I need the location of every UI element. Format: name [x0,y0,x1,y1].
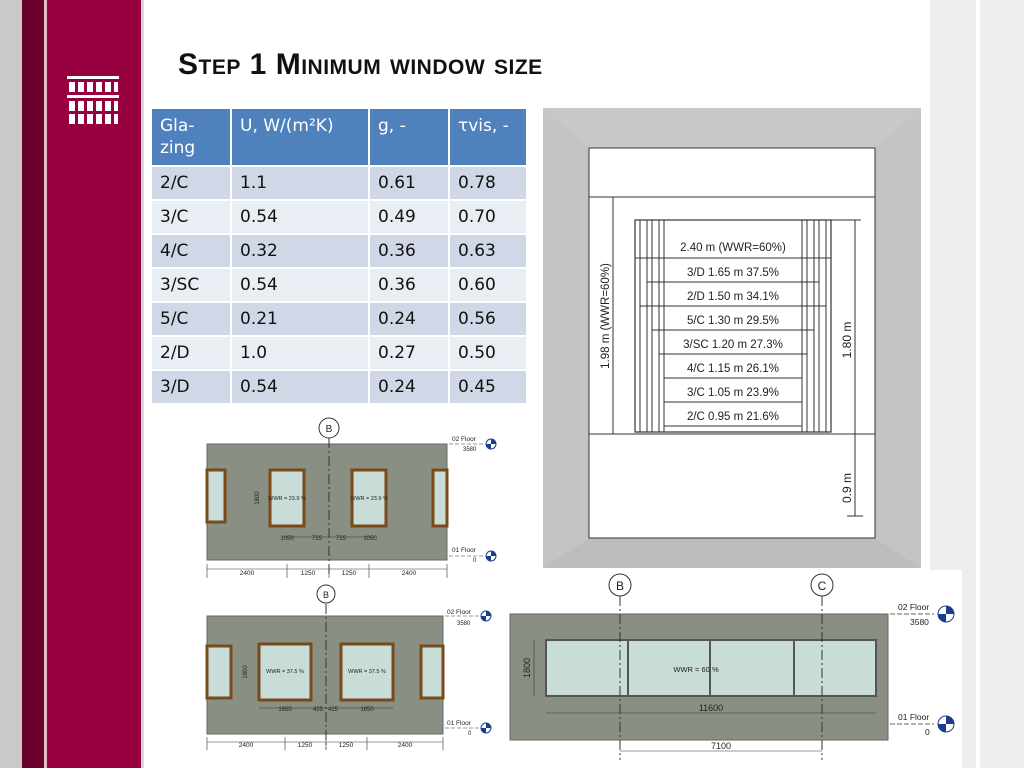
cell: 0.63 [449,234,527,268]
header-tvis: τvis, - [449,108,527,166]
height-dim: 1800 [243,665,249,679]
sill-height-label: 0.9 m [840,472,854,504]
window-size-label: 3/C 1.05 m 23.9% [686,387,780,399]
cell: 0.54 [231,370,369,404]
level-value: 0 [925,727,930,737]
cell: 3/D [151,370,231,404]
cell: 0.50 [449,336,527,370]
cell: 0.45 [449,370,527,404]
cell: 0.54 [231,268,369,302]
wwr-label: WWR = 23.9 % [268,496,306,502]
dimension: 1250 [338,742,354,749]
left-stripe-edge [141,0,144,768]
window-size-label: 2/D 1.50 m 34.1% [686,291,780,303]
dimension: 1050 [363,536,377,542]
header-u-value: U, W/(m²K) [231,108,369,166]
cell: 1.1 [231,166,369,200]
level-label: 01 Floor [898,712,930,722]
level-label: 02 Floor [452,436,476,443]
dimension: 2400 [238,742,254,749]
cell: 2/C [151,166,231,200]
dimension: 725 [335,536,347,542]
wwr-label: WWR = 60 % [673,665,719,674]
grid-marker: C [817,579,827,593]
window-height-label: 1.80 m [840,321,854,359]
cell: 0.78 [449,166,527,200]
window-size-label: 2/C 0.95 m 21.6% [686,411,780,423]
glazing-table [150,107,528,405]
level-value: 3580 [910,617,929,627]
left-stripe-light [0,0,22,768]
grid-marker: B [615,579,625,593]
cell: 0.49 [369,200,449,234]
window-size-label: 5/C 1.30 m 29.5% [686,315,780,327]
wwr-label: WWR = 37.5 % [348,669,386,675]
cell: 3/C [151,200,231,234]
dimension: 2400 [239,570,255,577]
level-value: 0 [468,731,472,737]
level-label: 01 Floor [452,547,476,554]
cell: 0.24 [369,370,449,404]
wwr-label: WWR = 37.5 % [266,669,304,675]
room-window-diagram [543,108,921,568]
window-size-label: 3/D 1.65 m 37.5% [686,267,780,279]
level-marker-icon [938,716,954,732]
cell: 3/SC [151,268,231,302]
cell: 0.27 [369,336,449,370]
dimension: 725 [311,536,323,542]
left-stripe-dark [22,0,44,768]
wwr-width-label: 2.40 m (WWR=60%) [680,242,786,254]
level-value: 3580 [463,447,477,453]
span-dim: 7100 [710,741,732,751]
cell: 0.24 [369,302,449,336]
logo-icon [67,76,119,126]
dimension: 1250 [297,742,313,749]
cell: 5/C [151,302,231,336]
wwr-label: WWR = 23.9 % [350,496,388,502]
header-g-value: g, - [369,108,449,166]
dimension: 425 [327,707,339,713]
table-row [151,302,527,336]
level-value: 3580 [457,621,471,627]
level-label: 02 Floor [447,609,471,616]
cell: 0.32 [231,234,369,268]
dimension: 425 [312,707,324,713]
level-marker-icon [481,723,491,733]
grid-marker: B [322,590,330,600]
dimension: 1250 [341,570,357,577]
dimension: 1050 [280,536,294,542]
table-row [151,370,527,404]
right-stripe-inner [976,0,980,768]
grid-marker: B [325,424,333,435]
level-marker-icon [486,551,496,561]
header-glazing: Gla-zing [151,108,231,166]
cell: 0.61 [369,166,449,200]
width-dim: 11600 [698,703,724,713]
window-size-label: 4/C 1.15 m 26.1% [686,363,780,375]
dimension: 2400 [397,742,413,749]
cell: 0.54 [231,200,369,234]
dimension: 2400 [401,570,417,577]
level-marker-icon [481,611,491,621]
height-dim: 1800 [522,657,532,679]
dimension: 1250 [300,570,316,577]
facade-elevation-1 [195,416,505,586]
level-label: 01 Floor [447,720,471,727]
left-height-label: 1.98 m (WWR=60%) [600,263,612,369]
cell: 0.36 [369,234,449,268]
table-row [151,200,527,234]
cell: 0.36 [369,268,449,302]
facade-elevation-3 [500,570,962,768]
level-label: 02 Floor [898,602,930,612]
cell: 4/C [151,234,231,268]
table-row [151,166,527,200]
cell: 0.70 [449,200,527,234]
level-value: 0 [473,558,477,564]
level-marker-icon [938,606,954,622]
level-marker-icon [486,439,496,449]
table-row [151,336,527,370]
slide-title: Step 1 Minimum window size [178,48,543,81]
dimension: 1650 [360,707,374,713]
dimension: 1650 [278,707,292,713]
table-header-row [151,108,527,166]
table-row [151,268,527,302]
table-row [151,234,527,268]
cell: 0.21 [231,302,369,336]
cell: 1.0 [231,336,369,370]
facade-elevation-2 [195,584,500,756]
window-size-label: 3/SC 1.20 m 27.3% [683,339,783,351]
cell: 0.56 [449,302,527,336]
height-dim: 1800 [255,491,261,505]
cell: 2/D [151,336,231,370]
cell: 0.60 [449,268,527,302]
